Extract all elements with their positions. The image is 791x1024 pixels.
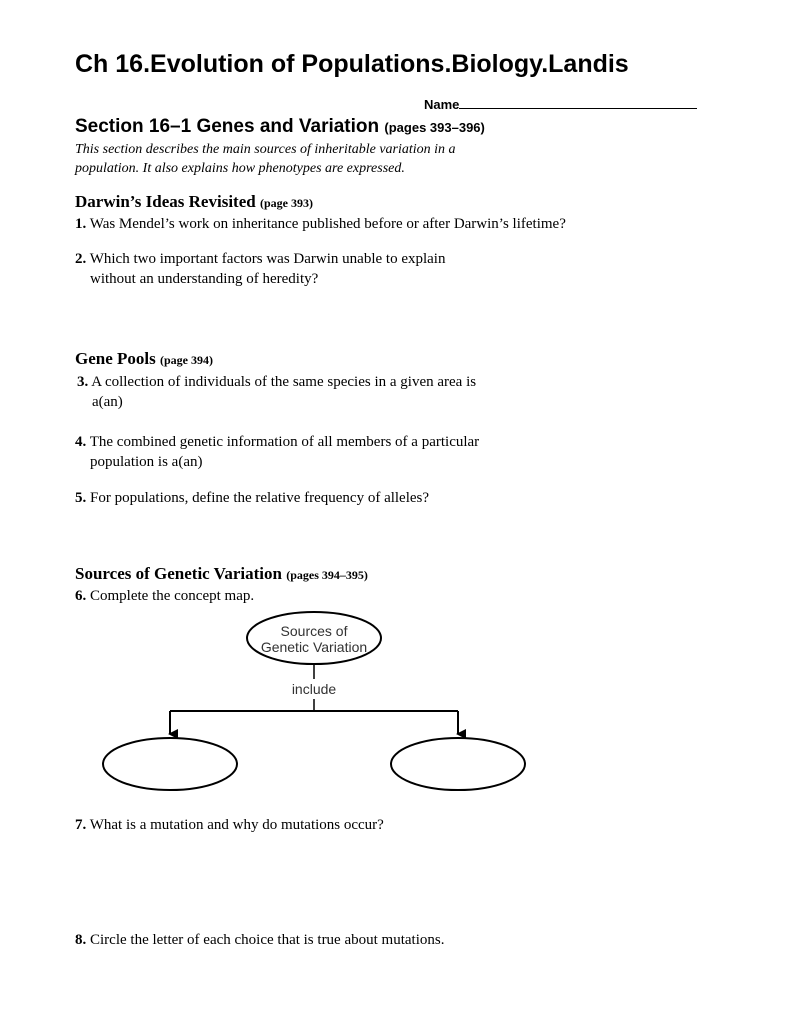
question-1-text: Was Mendel’s work on inheritance published before or after Darwin’s lifetime? bbox=[89, 216, 566, 232]
section-title-text: Section 16–1 Genes and Variation bbox=[75, 116, 380, 137]
question-8-number: 8. bbox=[75, 932, 87, 948]
question-4-line-1: The combined genetic information of all members of a particular bbox=[89, 434, 480, 450]
subheading-sources-text: Sources of Genetic Variation bbox=[75, 564, 282, 583]
subheading-darwin-pages: (page 393) bbox=[259, 196, 313, 210]
intro-line-2: population. It also explains how phenotypes are expressed. bbox=[75, 161, 405, 176]
section-pages: (pages 393–396) bbox=[384, 120, 485, 135]
question-7 bbox=[75, 815, 384, 835]
question-2-number: 2. bbox=[75, 251, 87, 267]
subheading-gene-pools-pages: (page 394) bbox=[160, 353, 213, 367]
question-6-number: 6. bbox=[75, 588, 87, 604]
subheading-gene-pools-text: Gene Pools bbox=[75, 349, 156, 368]
question-7-number: 7. bbox=[75, 817, 87, 833]
question-1-number: 1. bbox=[75, 216, 87, 232]
question-7-text: What is a mutation and why do mutations occur? bbox=[89, 817, 384, 833]
subheading-darwin-text: Darwin’s Ideas Revisited bbox=[75, 192, 256, 211]
question-5-text: For populations, define the relative frequency of alleles? bbox=[90, 490, 430, 506]
question-4-line-2: population is a(an) bbox=[90, 454, 203, 470]
question-3-line-1: A collection of individuals of the same species in a given area is bbox=[91, 374, 477, 390]
concept-map-top-line-2: Genetic Variation bbox=[260, 639, 368, 655]
question-4-number: 4. bbox=[75, 434, 87, 450]
question-2-line-2: without an understanding of heredity? bbox=[90, 271, 319, 287]
question-3-line-2: a(an) bbox=[92, 394, 123, 410]
intro-line-1: This section describes the main sources of inheritable variation in a bbox=[75, 142, 456, 157]
question-3-number: 3. bbox=[77, 374, 89, 390]
concept-map-top-line-1: Sources of bbox=[280, 623, 348, 639]
name-label: Name bbox=[424, 97, 460, 112]
question-6-text: Complete the concept map. bbox=[90, 588, 255, 604]
concept-map-right-oval[interactable] bbox=[391, 738, 525, 790]
document-title: Ch 16.Evolution of Populations.Biology.Landis bbox=[75, 50, 629, 78]
concept-map-left-oval[interactable] bbox=[103, 738, 237, 790]
question-8-text: Circle the letter of each choice that is true about mutations. bbox=[90, 932, 445, 948]
question-2-line-1: Which two important factors was Darwin unable to explain bbox=[89, 251, 446, 267]
subheading-sources-pages: (pages 394–395) bbox=[286, 568, 368, 582]
question-8 bbox=[75, 930, 444, 950]
concept-map-link-label: include bbox=[291, 681, 337, 697]
question-5-number: 5. bbox=[75, 490, 87, 506]
